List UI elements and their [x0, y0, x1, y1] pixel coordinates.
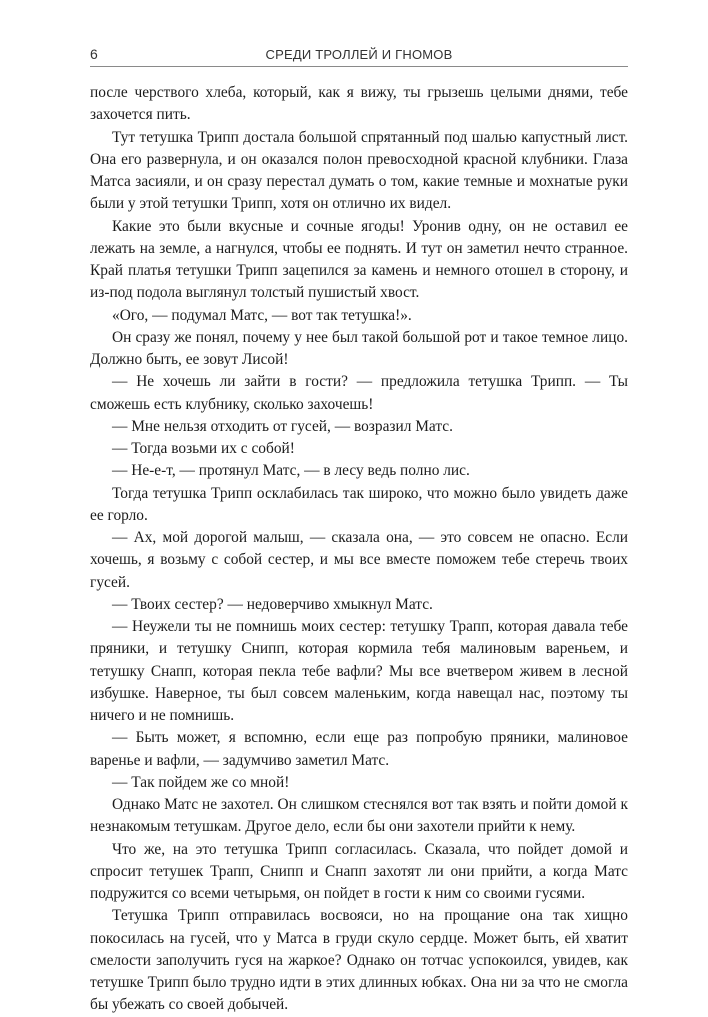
dialogue-line: — Ах, мой дорогой малыш, — сказала она, — это совсем не опасно. Если хочешь, я возьму с собой сестер, и мы все вместе поможем тебе стеречь твоих гусей. [90, 529, 628, 591]
body-text [90, 82, 628, 1017]
paragraph: Однако Матс не захотел. Он слишком стеснялся вот так взять и пойти домой к незнакомым тетушкам. Другое дело, если бы они захотели прийти к нему. [90, 796, 628, 836]
paragraph: после черствого хлеба, который, как я вижу, ты грызешь целыми днями, тебе захочется пить. [90, 84, 628, 124]
dialogue-line: — Не хочешь ли зайти в гости? — предложила тетушка Трипп. — Ты сможешь есть клубнику, сколько захочешь! [90, 373, 628, 413]
dialogue-line: — Быть может, я вспомню, если еще раз попробую пряники, малиновое варенье и вафли, — задумчиво заметил Матс. [90, 729, 628, 769]
paragraph: Тут тетушка Трипп достала большой спрятанный под шалью капустный лист. Она его развернула, и он оказался полон превосходной красной клубники. Глаза Матса засияли, и он сразу перестал думать о том, какие темные и мохнатые руки были у этой тетушки Трипп, хотя он отлично их видел. [90, 128, 628, 213]
paragraph: Тетушка Трипп отправилась восвояси, но на прощание она так хищно покосилась на гусей, что у Матса в груди скуло сердце. Может быть, ей хватит смелости заполучить гуся на жаркое? Однако он тотчас успокоился, увидев, как тетушке Трипп было трудно идти в этих длинных юбках. Она ни за что не смогла бы убежать со своей добычей. [90, 907, 628, 1014]
page-number: 6 [90, 46, 98, 62]
paragraph: Какие это были вкусные и сочные ягоды! Уронив одну, он не оставил ее лежать на земле, а нагнулся, чтобы ее поднять. И тут он заметил нечто странное. Край платья тетушки Трипп зацепился за камень и немного отошел в сторону, и из-под подола выглянул толстый пушистый хвост. [90, 217, 628, 302]
paragraph: Тогда тетушка Трипп осклабилась так широко, что можно было увидеть даже ее горло. [90, 484, 628, 524]
dialogue-line: — Так пойдем же со мной! [112, 773, 290, 791]
running-title: СРЕДИ ТРОЛЛЕЙ И ГНОМОВ [265, 47, 453, 62]
dialogue-line: — Тогда возьми их с собой! [112, 440, 295, 457]
paragraph: Он сразу же понял, почему у нее был такой большой рот и такое темное лицо. Должно быть, ее зовут Лисой! [90, 328, 628, 368]
running-head [90, 44, 628, 67]
dialogue-line: — Мне нельзя отходить от гусей, — возразил Матс. [112, 417, 453, 435]
paragraph: «Ого, — подумал Матс, — вот так тетушка!». [112, 306, 412, 324]
dialogue-line: — Не-е-т, — протянул Матс, — в лесу ведь полно лис. [112, 462, 470, 480]
dialogue-line: — Твоих сестер? — недоверчиво хмыкнул Матс. [112, 595, 433, 613]
dialogue-line: — Неужели ты не помнишь моих сестер: тетушку Трапп, которая давала тебе пряники, и тетушку Снипп, которая кормила тебя малиновым вареньем, и тетушку Снапп, которая пекла тебе вафли? Мы все вчетвером живем в лесной избушке. Наверное, ты был совсем маленьким, когда навещал нас, поэтому ты ничего и не помнишь. [90, 618, 628, 724]
paragraph: Что же, на это тетушка Трипп согласилась. Сказала, что пойдет домой и спросит тетушек Трапп, Снипп и Снапп захотят ли они прийти, а когда Матс подружится со всеми четырьмя, он пойдет в гости к ним со своими гусями. [90, 840, 628, 902]
